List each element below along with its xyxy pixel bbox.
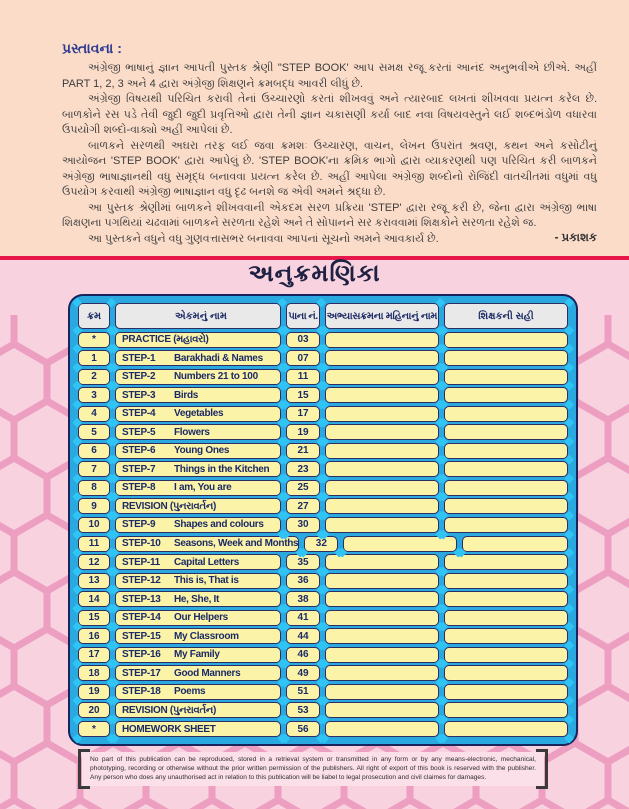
row-step-label: STEP-12 [122,575,161,587]
row-num: 14 [88,593,100,605]
row-num: * [92,723,96,735]
row-step-label: STEP-1 [122,352,156,364]
row-step-label: STEP-13 [122,593,161,605]
row-page-cell [286,628,320,644]
row-sign-cell [444,554,568,570]
row-page-cell [286,461,320,477]
row-page-cell [286,702,320,718]
row-name-cell [115,443,281,459]
row-title-label: Flowers [174,426,210,438]
row-title-label: Our Helpers [174,612,228,624]
row-step-label: STEP-15 [122,630,161,642]
row-page-cell [286,332,320,348]
row-page: 15 [297,389,309,401]
row-step-label: STEP-5 [122,426,156,438]
row-num: 9 [91,500,97,512]
row-num-cell [78,517,110,533]
row-page: 44 [297,630,309,642]
row-name-cell [115,573,281,589]
row-title-label: Shapes and colours [174,519,264,531]
row-month-cell [325,498,439,514]
row-page-cell [286,387,320,403]
row-title-label: Seasons, Week and Months [174,538,299,550]
row-page: 27 [297,500,309,512]
row-num: 11 [88,538,100,550]
row-num-cell [78,591,110,607]
row-month-cell [325,387,439,403]
row-num: * [92,334,96,346]
row-num-cell [78,628,110,644]
row-month-cell [325,610,439,626]
row-name-cell [115,591,281,607]
toc-header-row [78,303,568,329]
row-title-label: Young Ones [174,445,230,457]
row-num-cell [78,684,110,700]
row-num-cell [78,536,110,552]
row-page-cell [286,480,320,496]
preface-section [0,0,629,257]
row-num: 17 [88,649,100,661]
row-num-cell [78,610,110,626]
row-num-cell [78,387,110,403]
copyright-box [82,752,544,786]
row-page-cell [286,424,320,440]
row-title-label: HOMEWORK SHEET [122,723,216,735]
row-step-label: STEP-6 [122,445,156,457]
row-name-cell [115,702,281,718]
column-header-num: ક્રમ [78,303,110,329]
row-page: 41 [297,612,309,624]
row-sign-cell [444,424,568,440]
row-title-label: Things in the Kitchen [174,463,270,475]
preface-paragraph: બાળકને સરળથી અઘરા તરફ લઈ જવા ક્રમશઃ ઉચ્ચારણ, વાચન, લેખન ઉપરાંત શ્રવણ, કથન અને કસોટીનું આયોજન 'STEP BOOK' દ્વારા આપેલું છે. 'STEP BOOK'ના ક્રમિક ભાગો દ્વારા વ્યાકરણથી પણ પરિચિત કરી બાળકને અંગ્રેજી ભાષાજ્ઞાનથી વધુ સમૃદ્ધ બનાવવા પ્રયત્ન કરેલ છે. અહીં આપેલા અંગ્રેજી શબ્દોનો રોજિંદી વાતચીતમાં વધુમાં વધુ ઉપયોગ કરવાથી અંગ્રેજી ભાષાજ્ઞાન વધુ દૃઢ બનશે જ એવી અમને શ્રદ્ધા છે. [62,139,597,198]
row-sign-cell [444,610,568,626]
row-page-cell [286,665,320,681]
row-num-cell [78,665,110,681]
toc-table [68,294,578,746]
row-name-cell [115,424,281,440]
copyright-text: No part of this publication can be reproduced, stored in a retrieval system or transmitted in any form or by any means-electronic, mechanical, phototyping, recording or otherwise without the prior written permission of the publishers. All right of export of this book is reserved with the publisher. Any person who does any unauthorised act in relation to this publication will be liabel to legal prosecution and civil claimes for damages. [90,756,536,782]
row-name-cell [115,610,281,626]
row-sign-cell [444,350,568,366]
row-num-cell [78,369,110,385]
row-name-cell [115,628,281,644]
row-month-cell [325,665,439,681]
publisher-signature: - પ્રકાશક [554,231,597,244]
row-name-cell [115,684,281,700]
row-page: 51 [297,686,309,698]
row-sign-cell [444,387,568,403]
row-title-label: I am, You are [174,482,232,494]
row-step-label: STEP-8 [122,482,156,494]
row-num: 10 [88,519,100,531]
row-name-cell [115,369,281,385]
row-month-cell [325,591,439,607]
row-page-cell [286,498,320,514]
row-page-cell [286,517,320,533]
row-page-cell [286,721,320,737]
row-month-cell [325,628,439,644]
row-page-cell [286,443,320,459]
row-sign-cell [444,573,568,589]
row-page: 36 [297,575,309,587]
row-page: 35 [297,556,309,568]
row-month-cell [325,573,439,589]
row-month-cell [325,350,439,366]
row-page: 03 [297,334,309,346]
table-row [78,702,568,718]
row-sign-cell [444,461,568,477]
row-step-label: STEP-7 [122,463,156,475]
row-sign-cell [444,443,568,459]
column-header-unit-name: એકમનું નામ [115,303,281,329]
row-num-cell [78,554,110,570]
row-name-cell [115,498,281,514]
row-title-label: Birds [174,389,199,401]
row-name-cell [115,461,281,477]
row-num-cell [78,721,110,737]
row-title-label: REVISION (પુનરાવર્તન) [122,704,216,716]
row-page-cell [286,350,320,366]
row-month-cell [325,332,439,348]
row-page: 25 [297,482,309,494]
row-page: 38 [297,593,309,605]
row-month-cell [325,647,439,663]
row-sign-cell [444,498,568,514]
row-page: 17 [297,408,309,420]
row-num-cell [78,498,110,514]
row-num-cell [78,332,110,348]
row-month-cell [325,443,439,459]
row-title-label: Good Manners [174,667,241,679]
row-step-label: STEP-11 [122,556,160,568]
row-step-label: STEP-9 [122,519,156,531]
row-sign-cell [444,721,568,737]
table-row [78,628,568,644]
index-title: અનુક્રમણિકા [248,260,381,287]
column-header-month-name: અભ્યાસક્રમના મહિનાનું નામ [325,303,439,329]
row-page-cell [286,369,320,385]
contents-section [0,260,629,809]
row-num: 5 [91,426,97,438]
row-num-cell [78,406,110,422]
row-month-cell [325,721,439,737]
row-sign-cell [444,480,568,496]
column-header-teacher-sign: શિક્ષકની સહી [444,303,568,329]
table-row [78,498,568,514]
row-title-label: This is, That is [174,575,239,587]
row-page: 19 [297,426,309,438]
row-num-cell [78,573,110,589]
row-num: 19 [88,686,100,698]
row-name-cell [115,721,281,737]
row-sign-cell [444,665,568,681]
row-num-cell [78,647,110,663]
row-page: 56 [297,723,309,735]
row-title-label: Vegetables [174,408,224,420]
row-name-cell [115,536,299,552]
row-step-label: STEP-16 [122,649,161,661]
row-month-cell [325,424,439,440]
row-month-cell [325,480,439,496]
row-page-cell [286,647,320,663]
row-month-cell [325,369,439,385]
row-page: 32 [315,538,327,550]
row-page: 49 [297,667,309,679]
row-step-label: STEP-14 [122,612,161,624]
row-num: 8 [91,482,97,494]
row-page: 11 [297,371,309,383]
row-title-label: Barakhadi & Names [174,352,263,364]
row-month-cell [325,406,439,422]
row-page: 53 [297,704,309,716]
row-title-label: Capital Letters [174,556,239,568]
row-step-label: STEP-3 [122,389,156,401]
table-row [78,554,568,570]
preface-paragraph: આ પુસ્તક શ્રેણીમાં બાળકને શીખવવાની એકદમ સરળ પ્રક્રિયા 'STEP' દ્વારા રજૂ કરી છે, જેના દ્વારા અંગ્રેજી ભાષા શિક્ષણના પગથિયાં ચઢવામાં બાળકને સરળતા રહેશે અને તે સોપાનને સર કરાવવામાં શિક્ષકોને સરળતા રહેશે જ. [62,201,597,229]
row-num-cell [78,702,110,718]
row-page-cell [286,406,320,422]
row-page: 23 [297,463,309,475]
table-row [78,424,568,440]
row-page: 46 [297,649,309,661]
row-sign-cell [444,369,568,385]
row-num: 13 [88,575,100,587]
row-num: 15 [88,612,100,624]
row-page: 30 [297,519,309,531]
row-month-cell [325,684,439,700]
row-page-cell [286,610,320,626]
row-step-label: STEP-17 [122,667,161,679]
row-month-cell [325,461,439,477]
row-name-cell [115,480,281,496]
row-sign-cell [444,332,568,348]
row-num-cell [78,443,110,459]
row-title-label: PRACTICE (મહાવરો) [122,334,209,346]
row-sign-cell [444,702,568,718]
row-name-cell [115,406,281,422]
row-name-cell [115,350,281,366]
column-header-page-no: પાના નં. [286,303,320,329]
row-num: 1 [91,352,97,364]
row-sign-cell [444,517,568,533]
row-name-cell [115,517,281,533]
row-num: 2 [91,371,97,383]
preface-heading: પ્રસ્તાવના : [62,40,122,56]
row-month-cell [325,517,439,533]
row-sign-cell [444,684,568,700]
row-sign-cell [444,406,568,422]
row-name-cell [115,387,281,403]
table-row [78,665,568,681]
preface-paragraph: અંગ્રેજી વિષયથી પરિચિત કરાવી તેનાં ઉચ્ચારણો કરતાં શીખવવું અને ત્યારબાદ લખતાં શીખવવા પ્રયત્ન કરેલ છે. બાળકોને રસ પડે તેવી જુદી જુદી પ્રવૃત્તિઓ દ્વારા તેની જ્ઞાન ચકાસણી કર્યા બાદ નવા વિષયવસ્તુને લઈ શબ્દભંડોળ વધારવા ઉપયોગી શબ્દો-વાક્યો અહીં આપેલાં છે. [62,93,597,136]
row-num: 16 [88,630,100,642]
row-step-label: STEP-10 [122,538,161,550]
row-step-label: STEP-4 [122,408,156,420]
row-title-label: Numbers 21 to 100 [174,371,258,383]
row-page-cell [286,684,320,700]
row-num: 6 [91,445,97,457]
row-sign-cell [444,647,568,663]
row-name-cell [115,332,281,348]
row-title-label: REVISION (પુનરાવર્તન) [122,500,216,512]
row-num-cell [78,480,110,496]
row-sign-cell [462,536,568,552]
row-page: 07 [297,352,309,364]
row-name-cell [115,647,281,663]
row-num-cell [78,350,110,366]
row-sign-cell [444,591,568,607]
row-num: 18 [88,667,100,679]
row-name-cell [115,665,281,681]
row-page: 21 [297,445,309,457]
preface-paragraph: અંગ્રેજી ભાષાનું જ્ઞાન આપતી પુસ્તક શ્રેણી "STEP BOOK' આપ સમક્ષ રજૂ કરતાં આનંદ અનુભવીએ છીએ. અહીં PART 1, 2, 3 અને 4 દ્વારા અંગ્રેજી શિક્ષણને ક્રમબદ્ધ આવરી લીધું છે. [62,62,597,90]
row-sign-cell [444,628,568,644]
row-title-label: My Family [174,649,220,661]
row-num-cell [78,461,110,477]
row-page-cell [286,573,320,589]
row-num-cell [78,424,110,440]
row-num: 20 [88,704,100,716]
row-num: 4 [91,408,97,420]
preface-paragraph: આ પુસ્તકને વધુને વધુ ગુણવત્તાસભર બનાવવા આપનાં સૂચનો અમને આવકાર્ય છે. [88,232,439,245]
row-num: 12 [88,556,100,568]
row-num: 7 [91,463,97,475]
table-row [78,461,568,477]
row-title-label: My Classroom [174,630,239,642]
row-month-cell [325,702,439,718]
row-num: 3 [91,389,97,401]
row-title-label: Poems [174,686,206,698]
row-name-cell [115,554,281,570]
row-step-label: STEP-18 [122,686,161,698]
row-page-cell [286,591,320,607]
row-title-label: He, She, It [174,593,220,605]
row-step-label: STEP-2 [122,371,156,383]
